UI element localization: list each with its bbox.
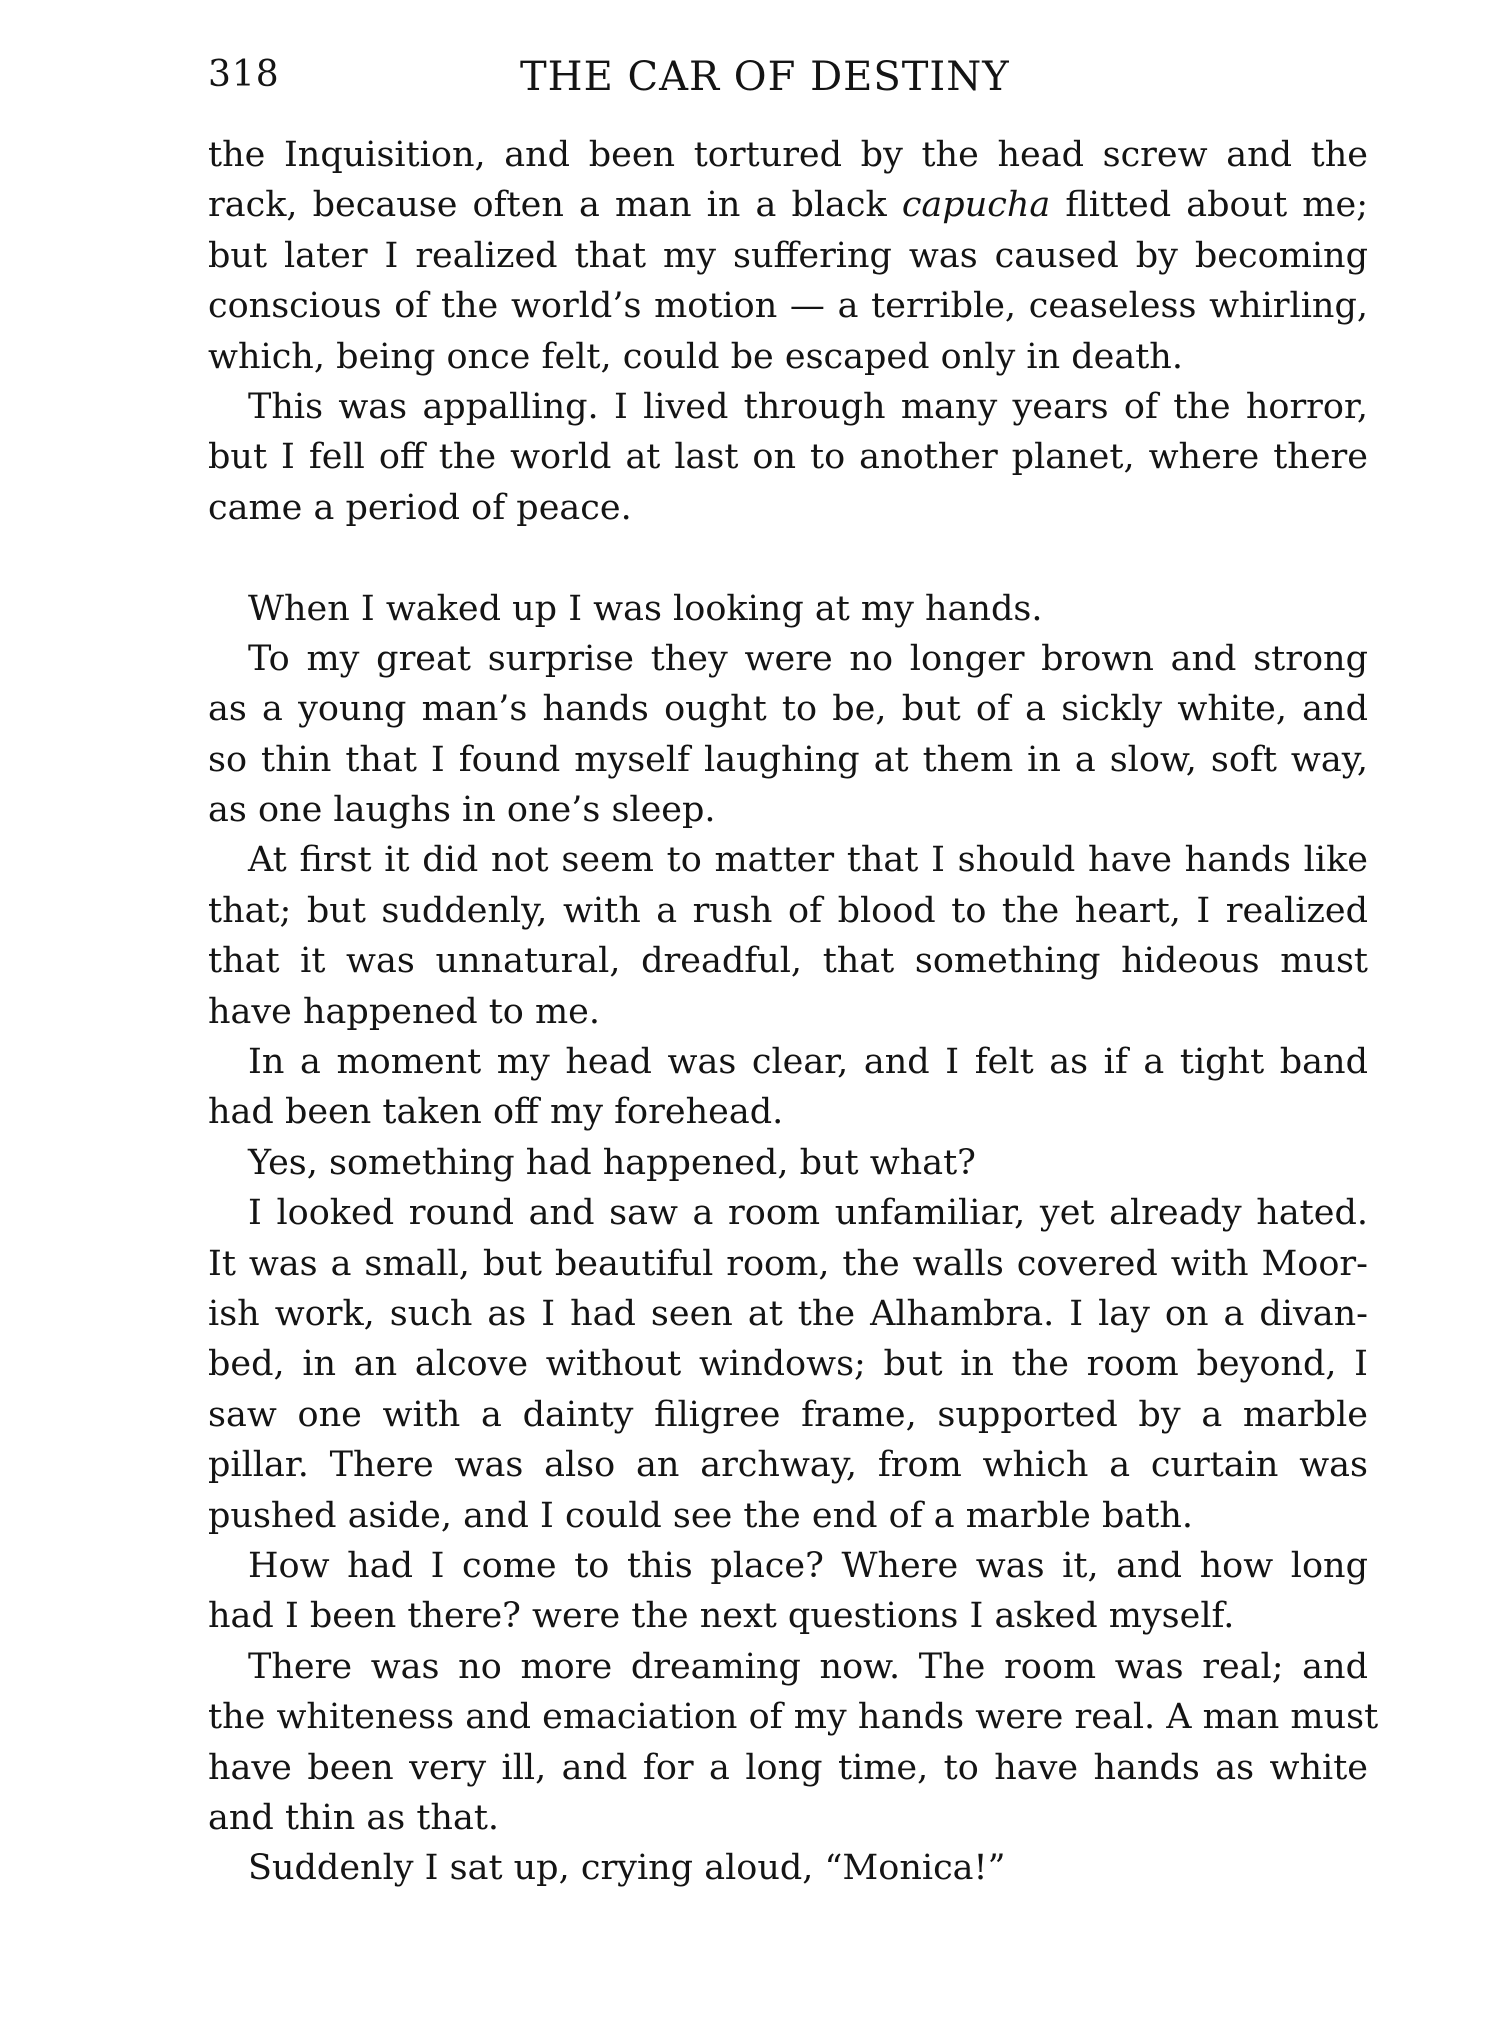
text-line: I looked round and saw a room unfamiliar, yet already hated.	[248, 1193, 1368, 1234]
text-line-with-italic: rack, because often a man in a black capucha flitted about me;	[208, 185, 1368, 226]
text-line: When I waked up I was looking at my hands.	[248, 588, 1043, 629]
text-line: In a moment my head was clear, and I felt as if a tight band	[248, 1042, 1368, 1083]
paragraph	[208, 1037, 1368, 1138]
text-line: so thin that I found myself laughing at them in a slow, soft way,	[208, 739, 1368, 780]
text-line: How had I come to this place? Where was it, and how long	[248, 1545, 1368, 1586]
text-line: the Inquisition, and been tortured by the head screw and the	[208, 135, 1368, 175]
text-line: pillar. There was also an archway, from which a curtain was	[208, 1445, 1368, 1486]
paragraph	[208, 634, 1368, 836]
text-line: To my great surprise they were no longer brown and strong	[248, 638, 1368, 679]
paragraph	[208, 835, 1368, 1037]
paragraph	[208, 584, 1368, 634]
text-line: which, being once felt, could be escaped only in death.	[208, 336, 1183, 377]
paragraph	[208, 130, 1368, 382]
text-line: that; but suddenly, with a rush of blood to the heart, I realized	[208, 890, 1368, 931]
text-line: saw one with a dainty filigree frame, supported by a marble	[208, 1394, 1368, 1435]
paragraph	[208, 1642, 1379, 1844]
body-text	[208, 130, 1379, 1894]
paragraph	[208, 1541, 1368, 1642]
text-line: as one laughs in one’s sleep.	[208, 790, 716, 831]
text-line: have been very ill, and for a long time, to have hands as white	[208, 1747, 1368, 1788]
paragraph	[208, 1843, 1368, 1893]
text-line: came a period of peace.	[208, 487, 632, 528]
text-line: Yes, something had happened, but what?	[248, 1142, 976, 1183]
text-line: bed, in an alcove without windows; but in the room beyond, I	[208, 1344, 1368, 1385]
paragraph	[208, 1188, 1368, 1541]
text-line: that it was unnatural, dreadful, that something hideous must	[208, 941, 1368, 982]
text-line: pushed aside, and I could see the end of a marble bath.	[208, 1495, 1194, 1536]
running-head	[208, 54, 1368, 114]
text-line: had I been there? were the next questions I asked myself.	[208, 1596, 1235, 1637]
paragraph	[208, 382, 1368, 533]
page-number: 318	[208, 54, 280, 95]
text-line: have happened to me.	[208, 991, 601, 1032]
text-line: and thin as that.	[208, 1797, 500, 1838]
text-line: ish work, such as I had seen at the Alhambra. I lay on a divan-	[208, 1293, 1368, 1334]
running-title: THE CAR OF DESTINY	[520, 54, 1010, 100]
text-line: This was appalling. I lived through many years of the horror,	[248, 386, 1368, 427]
text-line: as a young man’s hands ought to be, but of a sickly white, and	[208, 689, 1368, 730]
text-line: At first it did not seem to matter that I should have hands like	[248, 840, 1368, 881]
text-line: had been taken off my forehead.	[208, 1092, 784, 1133]
text-line: conscious of the world’s motion — a terrible, ceaseless whirling,	[208, 286, 1368, 327]
text-line: but later I realized that my suffering was caused by becoming	[208, 235, 1368, 276]
text-line: Suddenly I sat up, crying aloud, “Monica!”	[248, 1848, 1006, 1889]
section-break	[208, 533, 1368, 583]
text-line: It was a small, but beautiful room, the walls covered with Moor-	[208, 1243, 1368, 1284]
paragraph	[208, 1138, 1368, 1188]
text-line: the whiteness and emaciation of my hands were real. A man must	[208, 1697, 1379, 1738]
text-line: but I fell off the world at last on to another planet, where there	[208, 437, 1368, 478]
text-line: There was no more dreaming now. The room was real; and	[248, 1646, 1368, 1687]
